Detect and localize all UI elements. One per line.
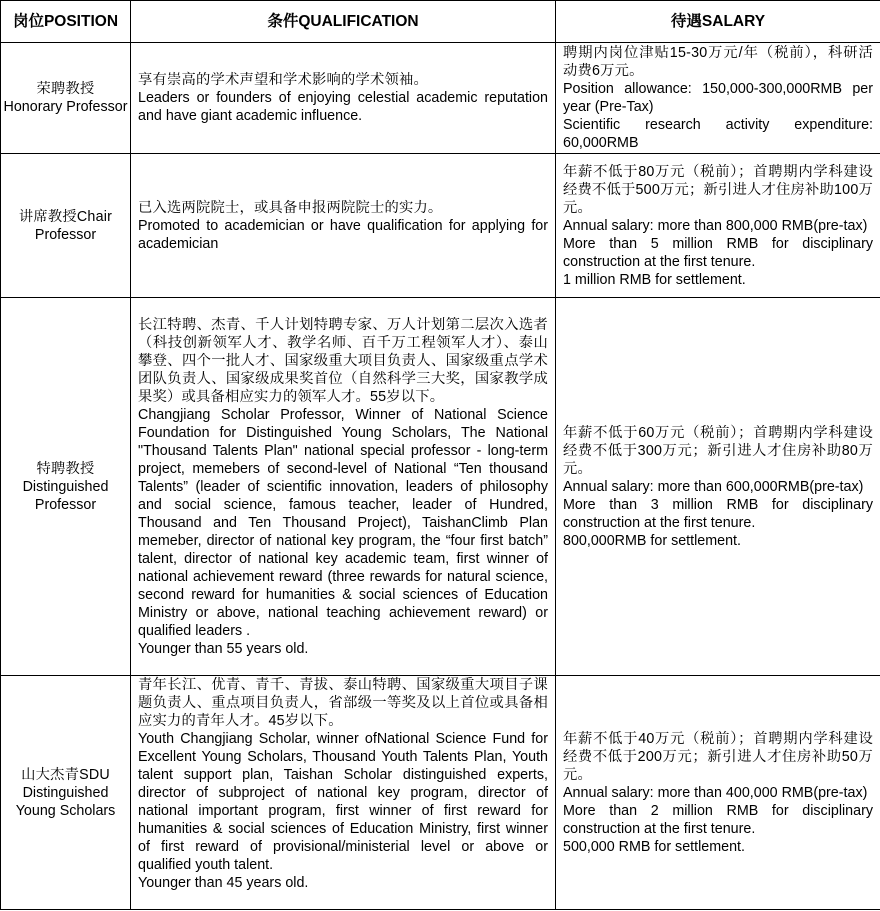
qualification-en: Leaders or founders of enjoying celestial academic reputation and have giant academic influence. bbox=[138, 90, 548, 124]
salary-annual: Annual salary: more than 600,000RMB(pre-tax) bbox=[563, 478, 864, 495]
salary-research: Scientific research activity expenditure: 60,000RMB bbox=[563, 117, 873, 151]
header-row bbox=[1, 1, 880, 43]
qualification-cell bbox=[131, 298, 556, 676]
position-en: Honorary Professor bbox=[3, 99, 128, 115]
table-row bbox=[1, 154, 880, 298]
position-cell bbox=[1, 154, 131, 298]
table-row bbox=[1, 676, 880, 910]
qualification-cell bbox=[131, 676, 556, 910]
header-position: 岗位POSITION bbox=[1, 1, 131, 43]
salary-construction: More than 5 million RMB for disciplinary construction at the first tenure. bbox=[563, 235, 873, 270]
position-en: Professor bbox=[34, 226, 97, 243]
header-salary: 待遇SALARY bbox=[556, 1, 880, 43]
position-cell bbox=[1, 676, 131, 910]
salary-annual: Annual salary: more than 400,000 RMB(pre-tax) bbox=[563, 784, 868, 801]
qualification-en: Promoted to academician or have qualification for applying for academician bbox=[138, 217, 548, 252]
salary-settlement: 1 million RMB for settlement. bbox=[563, 271, 746, 288]
table-row bbox=[1, 43, 880, 154]
salary-cn: 聘期内岗位津贴15-30万元/年（税前），科研活动费6万元。 bbox=[563, 45, 873, 79]
salary-cn: 年薪不低于60万元（税前）；首聘期内学科建设经费不低于300万元；新引进人才住房补助80万元。 bbox=[563, 424, 873, 477]
salary-cell bbox=[556, 676, 880, 910]
position-cell bbox=[1, 298, 131, 676]
salary-cell bbox=[556, 298, 880, 676]
position-en: Distinguished Young Scholars bbox=[15, 784, 116, 819]
qualification-cell bbox=[131, 43, 556, 154]
salary-cn: 年薪不低于40万元（税前）；首聘期内学科建设经费不低于200万元；新引进人才住房补助50万元。 bbox=[563, 730, 873, 783]
salary-settlement: 500,000 RMB for settlement. bbox=[563, 838, 745, 855]
salary-settlement: 800,000RMB for settlement. bbox=[563, 532, 742, 549]
qualification-cell bbox=[131, 154, 556, 298]
position-cn: 特聘教授 bbox=[36, 460, 95, 477]
position-cell bbox=[1, 43, 131, 154]
header-qualification: 条件QUALIFICATION bbox=[131, 1, 556, 43]
salary-allowance: Position allowance: 150,000-300,000RMB per year (Pre-Tax) bbox=[563, 81, 873, 115]
salary-construction: More than 2 million RMB for disciplinary construction at the first tenure. bbox=[563, 802, 873, 837]
qualification-en: Changjiang Scholar Professor, Winner of National Science Foundation for Distinguished Young Scholars, The National "Thousand Talents Plan" national special professor - long-term project, memebers of second-level of National “Ten thousand Talents” (leader of scientific innovation, leaders of philosophy and social science, famous teacher, leader of Hundred, Thousand and Ten Thousand Project), TaishanClimb Plan memeber, director of national key program, the “four first batch” talent, director of national key academic team, first winner of national achievement reward (three rewards for natural science, second reward for humanities & social sciences of Education Ministry or above, national teaching achievement reward) or qualified leaders . bbox=[138, 406, 548, 639]
qualification-cn: 已入选两院院士，或具备申报两院院士的实力。 bbox=[138, 199, 443, 216]
qualification-cn: 青年长江、优青、青千、青拔、泰山特聘、国家级重大项目子课题负责人、重点项目负责人，省部级一等奖及以上首位或具备相应实力的青年人才。45岁以下。 bbox=[138, 677, 548, 729]
position-en: Distinguished Professor bbox=[22, 478, 109, 513]
salary-cn: 年薪不低于80万元（税前）；首聘期内学科建设经费不低于500万元；新引进人才住房补助100万元。 bbox=[563, 163, 873, 216]
table-row bbox=[1, 298, 880, 676]
qualification-cn: 享有崇高的学术声望和学术影响的学术领袖。 bbox=[138, 72, 428, 88]
position-cn: 讲席教授Chair bbox=[18, 208, 113, 225]
position-cn: 山大杰青SDU bbox=[21, 766, 110, 783]
qualification-en: Youth Changjiang Scholar, winner ofNational Science Fund for Excellent Young Scholars, Thousand Youth Talents Plan, Youth talent support plan, Taishan Scholar distinguished experts, director of subproject of national key program, director of national important program, first winner of first reward for humanities & social sciences of Education Ministry, first winner of first reward of provisional/ministerial level or above or qualified youth talent. bbox=[138, 731, 548, 873]
salary-construction: More than 3 million RMB for disciplinary construction at the first tenure. bbox=[563, 496, 873, 531]
salary-cell bbox=[556, 154, 880, 298]
salary-cell bbox=[556, 43, 880, 154]
salary-annual: Annual salary: more than 800,000 RMB(pre-tax) bbox=[563, 217, 868, 234]
qualification-cn: 长江特聘、杰青、千人计划特聘专家、万人计划第二层次入选者（科技创新领军人才、教学名师、百千万工程领军人才）、泰山攀登、四个一批人才、国家级重大项目负责人、国家级重点学术团队负责人、国家级成果奖首位（自然科学三大奖，国家教学成果奖）或具备相应实力的领军人才。55岁以下。 bbox=[138, 316, 548, 405]
position-cn: 荣聘教授 bbox=[36, 81, 95, 97]
qualification-age: Younger than 55 years old. bbox=[138, 640, 309, 657]
qualification-age: Younger than 45 years old. bbox=[138, 875, 309, 891]
